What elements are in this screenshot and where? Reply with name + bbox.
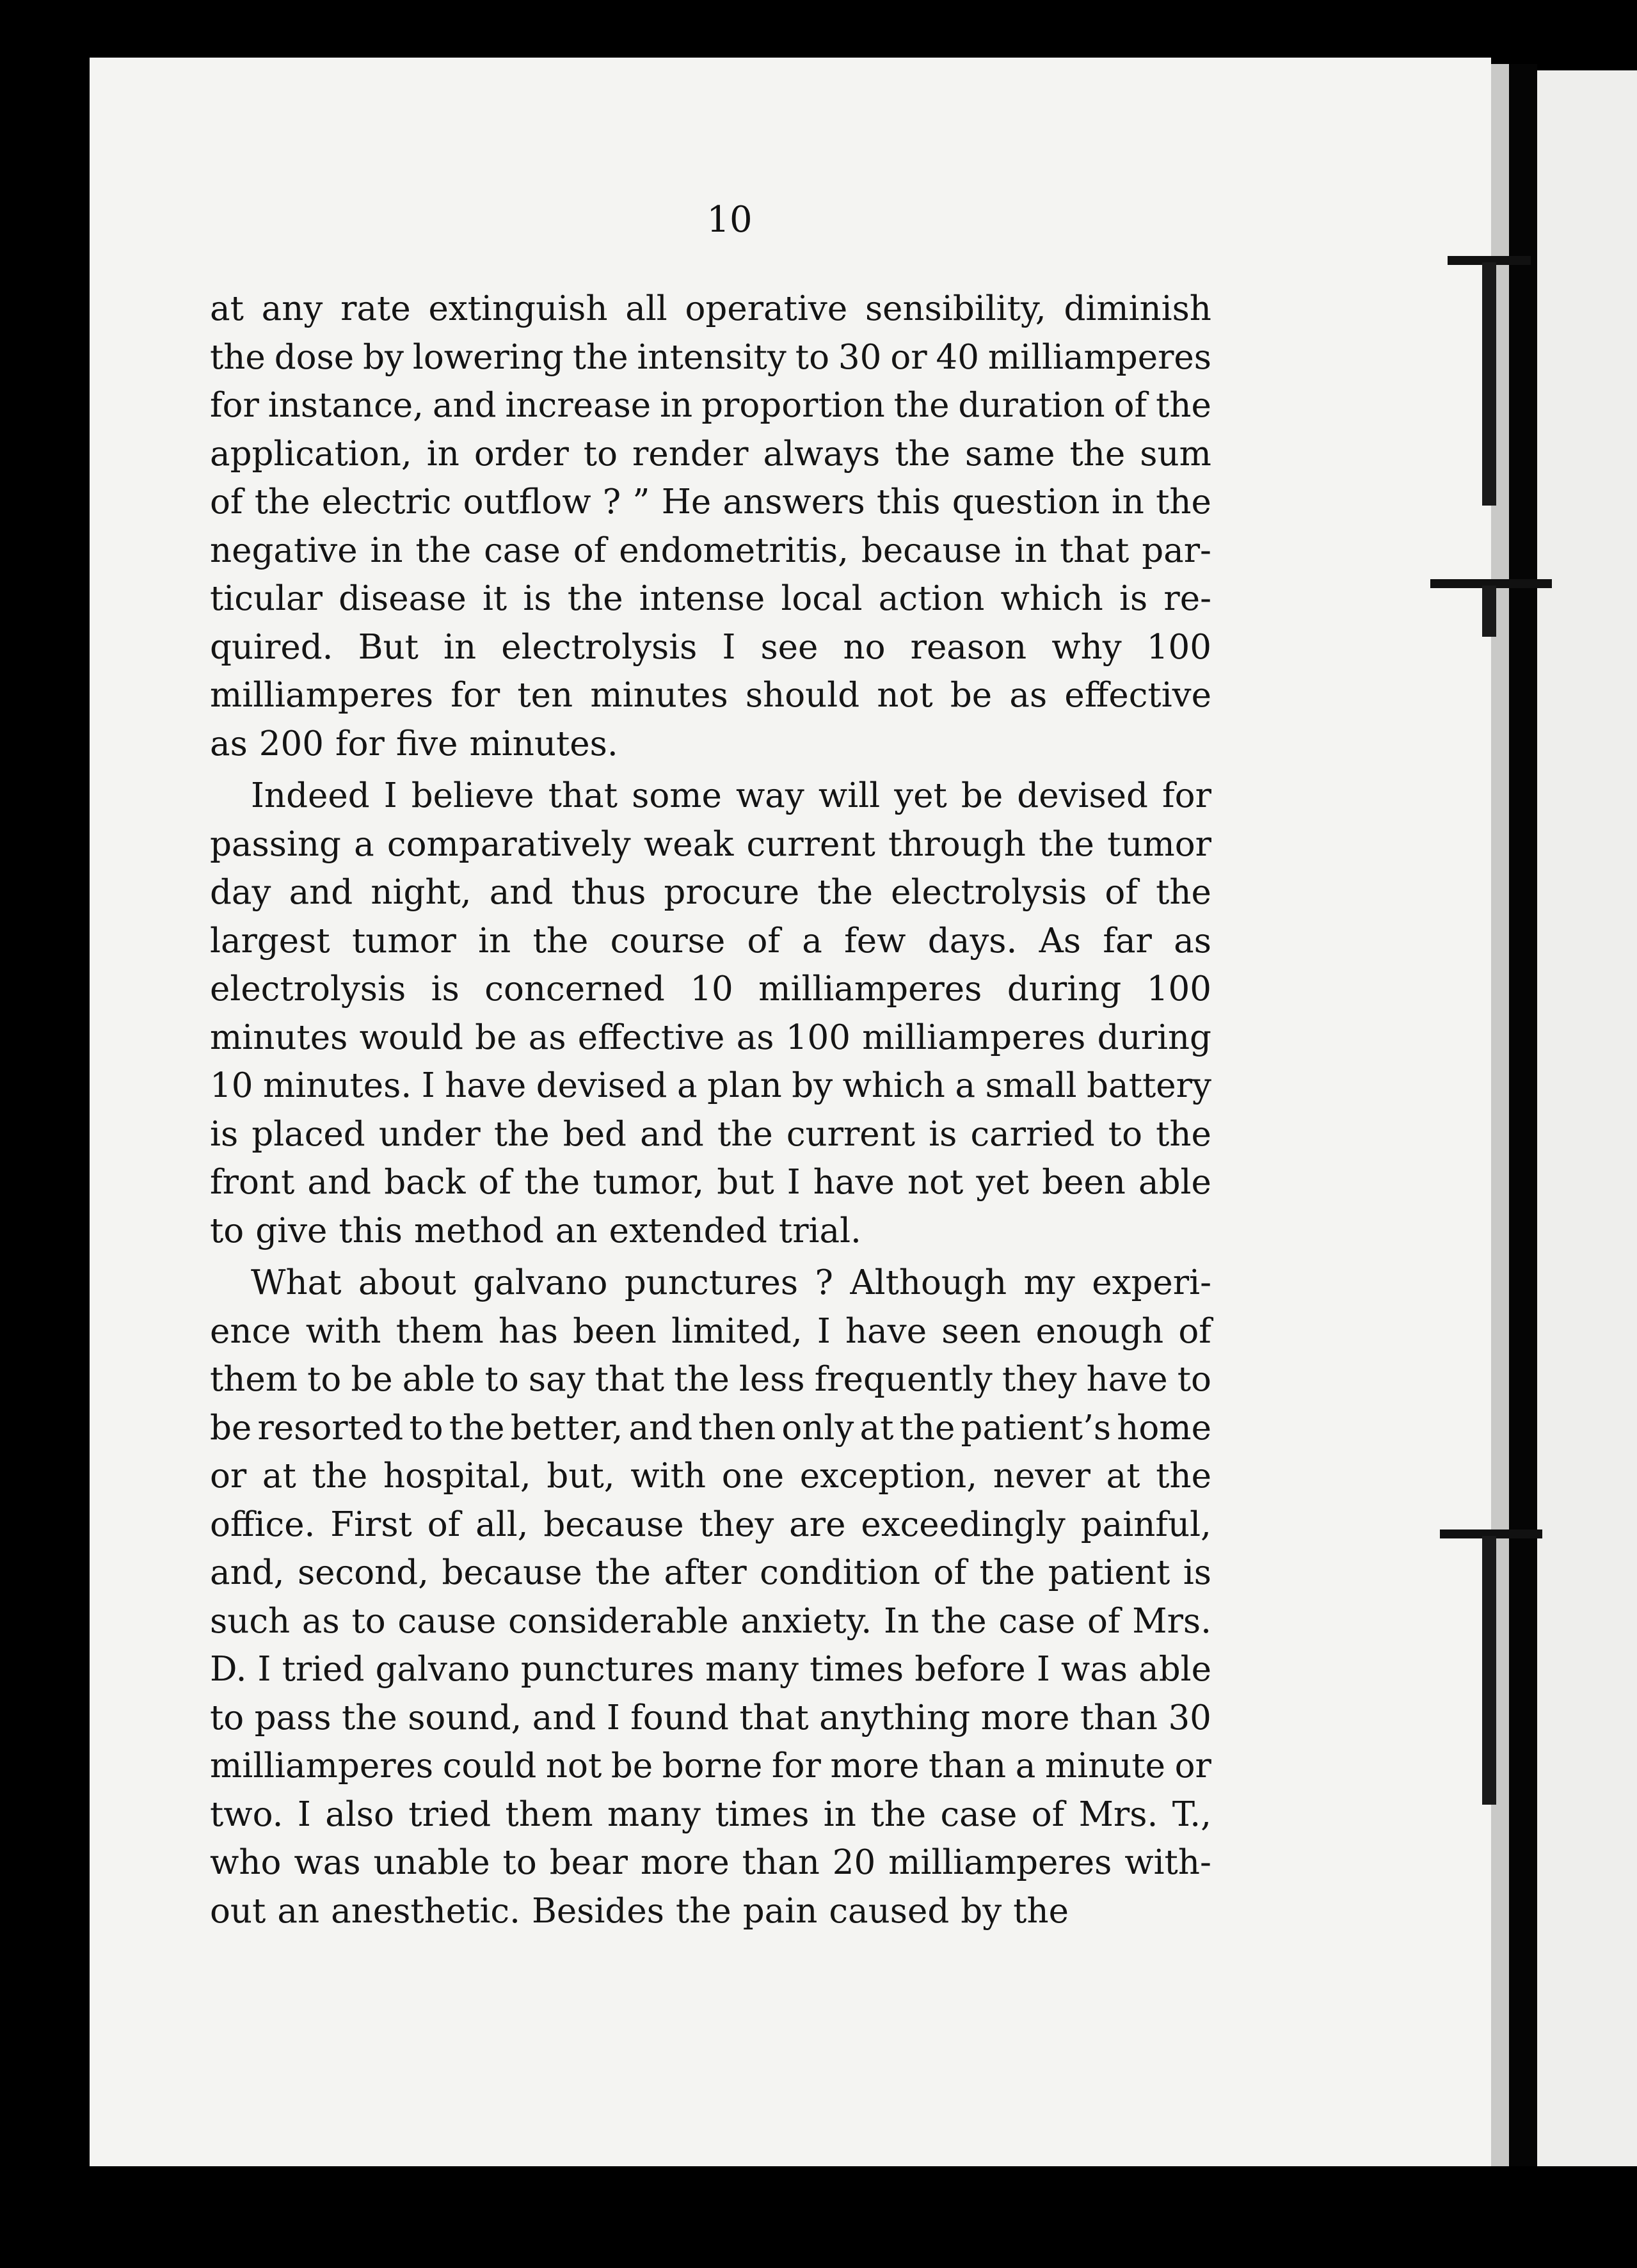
text-line: milliamperes for ten minutes should not be as effective	[210, 676, 1211, 715]
text-line: who was unable to bear more than 20 milliamperes with-	[210, 1843, 1211, 1882]
book-spine-gutter	[1509, 64, 1537, 2166]
text-line: is placed under the bed and the current is carried to the	[210, 1114, 1211, 1154]
binding-stitch-top	[1482, 262, 1496, 506]
text-line: two. I also tried them many times in the case of Mrs. T.,	[210, 1794, 1211, 1834]
text-line: electrolysis is concerned 10 milliamperes during 100	[210, 970, 1211, 1009]
paragraph	[210, 1259, 1211, 1935]
text-line: at any rate extinguish all operative sensibility, diminish	[210, 289, 1211, 328]
text-line: minutes would be as effective as 100 milliamperes during	[210, 1018, 1211, 1057]
text-line: to give this method an extended trial.	[210, 1211, 861, 1250]
text-line: out an anesthetic. Besides the pain caused by the	[210, 1891, 1069, 1931]
text-line: and, second, because the after condition of the patient is	[210, 1553, 1211, 1592]
text-line: such as to cause considerable anxiety. In the case of Mrs.	[210, 1601, 1211, 1641]
text-line: D. I tried galvano punctures many times before I was able	[210, 1650, 1211, 1689]
paragraph	[210, 285, 1211, 768]
text-line: front and back of the tumor, but I have not yet been able	[210, 1163, 1211, 1202]
text-line: 10 minutes. I have devised a plan by which a small battery	[210, 1066, 1211, 1105]
text-line: ence with them has been limited, I have seen enough of	[210, 1311, 1211, 1351]
text-line: Indeed I believe that some way will yet be devised for	[251, 776, 1211, 815]
text-line: negative in the case of endometritis, because in that par-	[210, 531, 1211, 570]
text-line: as 200 for five minutes.	[210, 724, 618, 763]
text-line: or at the hospital, but, with one exception, never at the	[210, 1457, 1211, 1496]
text-line: milliamperes could not be borne for more than a minute or	[210, 1746, 1211, 1785]
binding-stitch-lower	[1482, 1536, 1496, 1805]
text-line: quired. But in electrolysis I see no reason why 100	[210, 627, 1211, 667]
facing-page-edge	[1537, 70, 1637, 2166]
body-text	[210, 285, 1211, 1935]
text-line: of the electric outflow ? ” He answers this question in the	[210, 483, 1211, 522]
text-line: office. First of all, because they are exceedingly painful,	[210, 1505, 1211, 1544]
text-line: for instance, and increase in proportion the duration of the	[210, 386, 1211, 425]
text-line: What about galvano punctures ? Although my experi-	[251, 1263, 1211, 1302]
text-line: application, in order to render always the same the sum	[210, 434, 1211, 474]
text-line: passing a comparatively weak current through the tumor	[210, 824, 1211, 864]
text-line: the dose by lowering the intensity to 30 or 40 milliamperes	[210, 337, 1211, 377]
text-line: ticular disease it is the intense local action which is re-	[210, 579, 1211, 618]
text-line: be resorted to the better, and then only at the patient’s home	[210, 1408, 1211, 1448]
text-line: largest tumor in the course of a few days. As far as	[210, 921, 1211, 961]
text-line: day and night, and thus procure the electrolysis of the	[210, 873, 1211, 912]
binding-stitch-upper	[1482, 586, 1496, 637]
paragraph	[210, 772, 1211, 1255]
page-number: 10	[707, 199, 753, 241]
text-line: them to be able to say that the less frequently they have to	[210, 1360, 1211, 1399]
text-line: to pass the sound, and I found that anything more than 30	[210, 1698, 1211, 1737]
